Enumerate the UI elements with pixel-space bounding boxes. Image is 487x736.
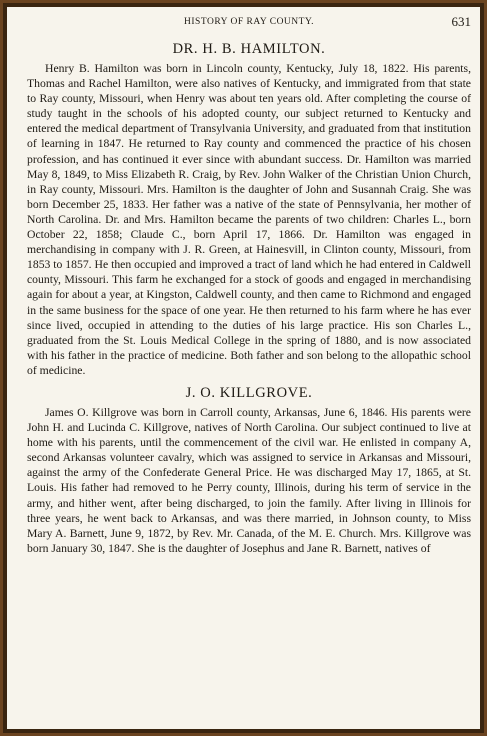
running-head — [27, 13, 471, 35]
section-title-hamilton: DR. H. B. HAMILTON. — [172, 41, 326, 57]
section-body-killgrove: James O. Killgrove was born in Carroll county, Arkansas, June 6, 1846. His parents were John H. and Lucinda C. Killgrove, natives of North Carolina. Our subject continued to live at home with his parents, until the commencement of the civil war. He enlisted in company A, second Arkansas volunteer cavalry, which was assigned to service in Arkansas and Missouri, against the army of the Confederate General Price. He was discharged May 17, 1865, at St. Louis. His father had removed to he Perry county, Illinois, during his term of service in the army, and hither went, after being discharged, to join the family. After living in Illinois for three years, he went back to Arkansas, and was there married, in Johnson county, to Miss Mary A. Barnett, June 9, 1872, by Rev. Mr. Canada, of the M. E. Church. Mrs. Killgrove was born January 30, 1847. She is the daughter of Josephus and Jane R. Barnett, natives of — [27, 405, 471, 555]
running-title: HISTORY OF RAY COUNTY. — [184, 17, 314, 27]
book-page — [7, 7, 480, 729]
page-number: 631 — [451, 14, 471, 29]
section-title-killgrove: J. O. KILLGROVE. — [185, 384, 313, 401]
section-body-hamilton: Henry B. Hamilton was born in Lincoln county, Kentucky, July 18, 1822. His parents, Thomas and Rachel Hamilton, were also natives of Kentucky, and immigrated from that state to Ray county, Missouri, when Henry was about ten years old. After completing the course of study taught in the schools of his adopted county, our subject returned to Kentucky and entered the medical department of Transylvania University, and graduated from that institution of learning in 1847. He returned to Ray county and commenced the practice of his chosen profession, and has continued it ever since with abundant success. Dr. Hamilton was married May 8, 1849, to Miss Elizabeth R. Craig, by Rev. John Walker of the Christian Union Church, in Ray county, Missouri. Mrs. Hamilton is the daughter of John and Susannah Craig. She was born December 25, 1833. Her father was a native of the state of Pennsylvania, her mother of North Carolina. Dr. and Mrs. Hamilton became the parents of two children: Charles L., born October 22, 1858; Claude C., born April 17, 1866. Dr. Hamilton was engaged in merchandising in company with J. R. Green, at Hainesvill, in Clinton county, Missouri, from 1853 to 1857. He then occupied and improved a tract of land which he had entered in Caldwell county, Missouri. This farm he exchanged for a stock of goods and engaged in merchandising again for about a year, at Kingston, Caldwell county, and then came to Richmond and engaged in the same business for the space of one year. He then returned to his farm where he has ever since lived, occupied in attending to the duties of his large practice. His son Charles L., graduated from the St. Louis Medical College in the spring of 1880, and is now associated with his father in the practice of medicine. Both father and son belong to the allopathic school of medicine. — [27, 62, 471, 377]
